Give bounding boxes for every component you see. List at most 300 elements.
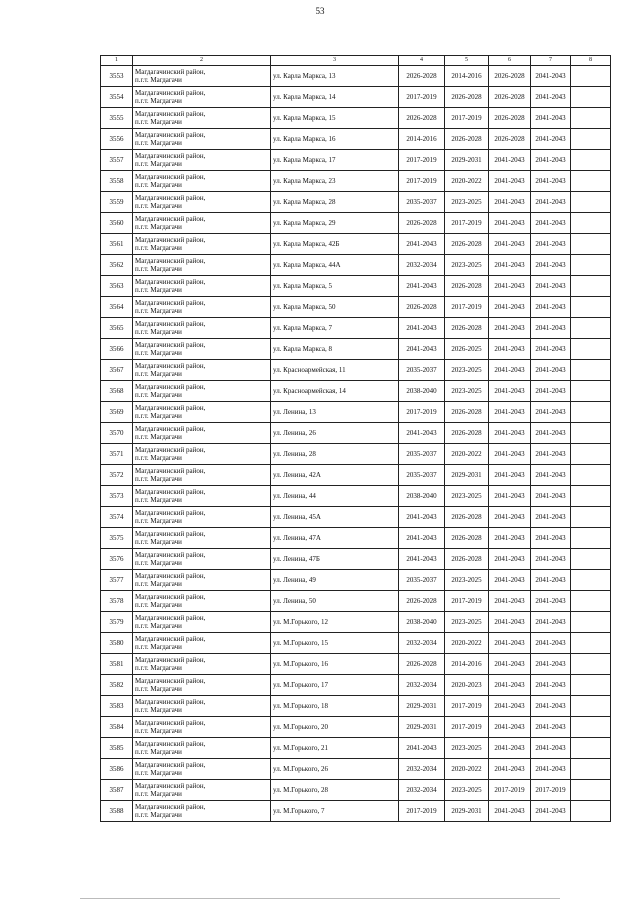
- period-col-6: 2017-2019: [489, 780, 531, 801]
- period-col-5: 2023-2025: [445, 612, 489, 633]
- district-cell: Магдагачинский район, п.г.т. Магдагачи: [133, 381, 271, 402]
- empty-col-8: [571, 465, 611, 486]
- address-cell: ул. Карла Маркса, 7: [271, 318, 399, 339]
- district-cell: Магдагачинский район, п.г.т. Магдагачи: [133, 402, 271, 423]
- empty-col-8: [571, 234, 611, 255]
- header-col-3: 3: [271, 56, 399, 66]
- table-row: [101, 465, 611, 486]
- period-col-5: 2026-2028: [445, 423, 489, 444]
- period-col-4: 2026-2028: [399, 108, 445, 129]
- row-number: 3566: [101, 339, 133, 360]
- period-col-7: 2041-2043: [531, 213, 571, 234]
- period-col-7: 2041-2043: [531, 654, 571, 675]
- empty-col-8: [571, 423, 611, 444]
- district-cell: Магдагачинский район, п.г.т. Магдагачи: [133, 654, 271, 675]
- district-cell: Магдагачинский район, п.г.т. Магдагачи: [133, 759, 271, 780]
- empty-col-8: [571, 486, 611, 507]
- period-col-7: 2041-2043: [531, 444, 571, 465]
- period-col-7: 2041-2043: [531, 150, 571, 171]
- period-col-7: 2041-2043: [531, 717, 571, 738]
- table-row: [101, 717, 611, 738]
- table-row: [101, 150, 611, 171]
- empty-col-8: [571, 360, 611, 381]
- empty-col-8: [571, 276, 611, 297]
- row-number: 3553: [101, 66, 133, 87]
- period-col-7: 2041-2043: [531, 570, 571, 591]
- address-cell: ул. Карла Маркса, 28: [271, 192, 399, 213]
- period-col-4: 2041-2043: [399, 507, 445, 528]
- period-col-5: 2026-2028: [445, 549, 489, 570]
- district-cell: Магдагачинский район, п.г.т. Магдагачи: [133, 591, 271, 612]
- district-cell: Магдагачинский район, п.г.т. Магдагачи: [133, 738, 271, 759]
- period-col-7: 2041-2043: [531, 276, 571, 297]
- period-col-6: 2041-2043: [489, 360, 531, 381]
- empty-col-8: [571, 381, 611, 402]
- period-col-7: 2041-2043: [531, 171, 571, 192]
- page-bottom-edge: [80, 898, 560, 899]
- district-cell: Магдагачинский район, п.г.т. Магдагачи: [133, 360, 271, 381]
- table-row: [101, 528, 611, 549]
- address-cell: ул. Карла Маркса, 44А: [271, 255, 399, 276]
- empty-col-8: [571, 696, 611, 717]
- district-cell: Магдагачинский район, п.г.т. Магдагачи: [133, 234, 271, 255]
- period-col-6: 2041-2043: [489, 591, 531, 612]
- period-col-7: 2041-2043: [531, 738, 571, 759]
- district-cell: Магдагачинский район, п.г.т. Магдагачи: [133, 465, 271, 486]
- period-col-7: 2041-2043: [531, 87, 571, 108]
- district-cell: Магдагачинский район, п.г.т. Магдагачи: [133, 717, 271, 738]
- period-col-4: 2041-2043: [399, 423, 445, 444]
- row-number: 3586: [101, 759, 133, 780]
- row-number: 3560: [101, 213, 133, 234]
- period-col-4: 2038-2040: [399, 381, 445, 402]
- period-col-7: 2041-2043: [531, 192, 571, 213]
- row-number: 3581: [101, 654, 133, 675]
- period-col-5: 2026-2028: [445, 528, 489, 549]
- address-cell: ул. Ленина, 13: [271, 402, 399, 423]
- period-col-5: 2020-2022: [445, 444, 489, 465]
- empty-col-8: [571, 213, 611, 234]
- row-number: 3563: [101, 276, 133, 297]
- district-cell: Магдагачинский район, п.г.т. Магдагачи: [133, 423, 271, 444]
- row-number: 3572: [101, 465, 133, 486]
- period-col-6: 2041-2043: [489, 528, 531, 549]
- period-col-4: 2017-2019: [399, 402, 445, 423]
- period-col-5: 2014-2016: [445, 654, 489, 675]
- period-col-5: 2017-2019: [445, 297, 489, 318]
- period-col-7: 2041-2043: [531, 318, 571, 339]
- period-col-6: 2041-2043: [489, 234, 531, 255]
- empty-col-8: [571, 150, 611, 171]
- address-cell: ул. Карла Маркса, 17: [271, 150, 399, 171]
- district-cell: Магдагачинский район, п.г.т. Магдагачи: [133, 297, 271, 318]
- table-row: [101, 696, 611, 717]
- table-header-row: [101, 56, 611, 66]
- table-row: [101, 780, 611, 801]
- district-cell: Магдагачинский район, п.г.т. Магдагачи: [133, 444, 271, 465]
- address-cell: ул. Ленина, 49: [271, 570, 399, 591]
- address-cell: ул. Красноармейская, 11: [271, 360, 399, 381]
- period-col-6: 2041-2043: [489, 402, 531, 423]
- address-cell: ул. Карла Маркса, 15: [271, 108, 399, 129]
- period-col-6: 2041-2043: [489, 738, 531, 759]
- row-number: 3575: [101, 528, 133, 549]
- period-col-7: 2041-2043: [531, 297, 571, 318]
- address-cell: ул. Карла Маркса, 42Б: [271, 234, 399, 255]
- empty-col-8: [571, 507, 611, 528]
- address-cell: ул. Карла Маркса, 50: [271, 297, 399, 318]
- period-col-4: 2032-2034: [399, 633, 445, 654]
- row-number: 3569: [101, 402, 133, 423]
- row-number: 3580: [101, 633, 133, 654]
- row-number: 3571: [101, 444, 133, 465]
- empty-col-8: [571, 549, 611, 570]
- district-cell: Магдагачинский район, п.г.т. Магдагачи: [133, 528, 271, 549]
- period-col-5: 2026-2025: [445, 339, 489, 360]
- period-col-7: 2041-2043: [531, 633, 571, 654]
- table-row: [101, 801, 611, 822]
- period-col-7: 2041-2043: [531, 234, 571, 255]
- period-col-6: 2041-2043: [489, 381, 531, 402]
- district-cell: Магдагачинский район, п.г.т. Магдагачи: [133, 339, 271, 360]
- table-row: [101, 108, 611, 129]
- address-cell: ул. М.Горького, 26: [271, 759, 399, 780]
- period-col-5: 2026-2028: [445, 234, 489, 255]
- period-col-5: 2029-2031: [445, 150, 489, 171]
- period-col-7: 2041-2043: [531, 129, 571, 150]
- period-col-6: 2041-2043: [489, 717, 531, 738]
- period-col-5: 2029-2031: [445, 801, 489, 822]
- period-col-7: 2041-2043: [531, 423, 571, 444]
- period-col-5: 2026-2028: [445, 402, 489, 423]
- table-row: [101, 234, 611, 255]
- period-col-6: 2041-2043: [489, 213, 531, 234]
- period-col-6: 2041-2043: [489, 276, 531, 297]
- period-col-7: 2041-2043: [531, 528, 571, 549]
- period-col-7: 2041-2043: [531, 507, 571, 528]
- empty-col-8: [571, 528, 611, 549]
- period-col-4: 2026-2028: [399, 654, 445, 675]
- address-cell: ул. М.Горького, 16: [271, 654, 399, 675]
- empty-col-8: [571, 759, 611, 780]
- table-row: [101, 570, 611, 591]
- period-col-6: 2041-2043: [489, 339, 531, 360]
- empty-col-8: [571, 612, 611, 633]
- period-col-4: 2035-2037: [399, 192, 445, 213]
- period-col-5: 2029-2031: [445, 465, 489, 486]
- period-col-7: 2041-2043: [531, 66, 571, 87]
- period-col-6: 2041-2043: [489, 696, 531, 717]
- address-cell: ул. М.Горького, 7: [271, 801, 399, 822]
- period-col-6: 2041-2043: [489, 444, 531, 465]
- row-number: 3576: [101, 549, 133, 570]
- row-number: 3558: [101, 171, 133, 192]
- period-col-4: 2014-2016: [399, 129, 445, 150]
- table-row: [101, 675, 611, 696]
- row-number: 3573: [101, 486, 133, 507]
- district-cell: Магдагачинский район, п.г.т. Магдагачи: [133, 150, 271, 171]
- district-cell: Магдагачинский район, п.г.т. Магдагачи: [133, 486, 271, 507]
- district-cell: Магдагачинский район, п.г.т. Магдагачи: [133, 66, 271, 87]
- row-number: 3588: [101, 801, 133, 822]
- address-cell: ул. Ленина, 47А: [271, 528, 399, 549]
- table-row: [101, 402, 611, 423]
- district-cell: Магдагачинский район, п.г.т. Магдагачи: [133, 255, 271, 276]
- address-cell: ул. М.Горького, 17: [271, 675, 399, 696]
- period-col-5: 2017-2019: [445, 696, 489, 717]
- period-col-5: 2026-2028: [445, 318, 489, 339]
- period-col-4: 2029-2031: [399, 717, 445, 738]
- period-col-6: 2041-2043: [489, 654, 531, 675]
- period-col-7: 2041-2043: [531, 339, 571, 360]
- housing-repair-table: [100, 55, 611, 822]
- empty-col-8: [571, 801, 611, 822]
- district-cell: Магдагачинский район, п.г.т. Магдагачи: [133, 801, 271, 822]
- period-col-5: 2020-2023: [445, 675, 489, 696]
- period-col-4: 2032-2034: [399, 255, 445, 276]
- period-col-6: 2041-2043: [489, 297, 531, 318]
- row-number: 3561: [101, 234, 133, 255]
- period-col-6: 2041-2043: [489, 633, 531, 654]
- period-col-6: 2041-2043: [489, 549, 531, 570]
- header-col-1: 1: [101, 56, 133, 66]
- district-cell: Магдагачинский район, п.г.т. Магдагачи: [133, 780, 271, 801]
- period-col-4: 2029-2031: [399, 696, 445, 717]
- address-cell: ул. М.Горького, 12: [271, 612, 399, 633]
- period-col-5: 2023-2025: [445, 192, 489, 213]
- period-col-7: 2041-2043: [531, 549, 571, 570]
- district-cell: Магдагачинский район, п.г.т. Магдагачи: [133, 570, 271, 591]
- table-row: [101, 738, 611, 759]
- empty-col-8: [571, 717, 611, 738]
- district-cell: Магдагачинский район, п.г.т. Магдагачи: [133, 507, 271, 528]
- period-col-7: 2041-2043: [531, 591, 571, 612]
- table-row: [101, 612, 611, 633]
- row-number: 3567: [101, 360, 133, 381]
- district-cell: Магдагачинский район, п.г.т. Магдагачи: [133, 213, 271, 234]
- period-col-5: 2023-2025: [445, 381, 489, 402]
- period-col-6: 2026-2028: [489, 129, 531, 150]
- empty-col-8: [571, 66, 611, 87]
- empty-col-8: [571, 87, 611, 108]
- period-col-7: 2041-2043: [531, 108, 571, 129]
- row-number: 3584: [101, 717, 133, 738]
- period-col-4: 2041-2043: [399, 318, 445, 339]
- header-col-2: 2: [133, 56, 271, 66]
- address-cell: ул. Карла Маркса, 13: [271, 66, 399, 87]
- period-col-4: 2041-2043: [399, 738, 445, 759]
- address-cell: ул. М.Горького, 28: [271, 780, 399, 801]
- period-col-5: 2023-2025: [445, 255, 489, 276]
- period-col-5: 2017-2019: [445, 717, 489, 738]
- row-number: 3559: [101, 192, 133, 213]
- row-number: 3557: [101, 150, 133, 171]
- table-row: [101, 129, 611, 150]
- empty-col-8: [571, 192, 611, 213]
- period-col-5: 2023-2025: [445, 360, 489, 381]
- address-cell: ул. Ленина, 28: [271, 444, 399, 465]
- address-cell: ул. Карла Маркса, 14: [271, 87, 399, 108]
- empty-col-8: [571, 129, 611, 150]
- district-cell: Магдагачинский район, п.г.т. Магдагачи: [133, 696, 271, 717]
- address-cell: ул. Ленина, 45А: [271, 507, 399, 528]
- row-number: 3582: [101, 675, 133, 696]
- district-cell: Магдагачинский район, п.г.т. Магдагачи: [133, 549, 271, 570]
- address-cell: ул. М.Горького, 21: [271, 738, 399, 759]
- empty-col-8: [571, 402, 611, 423]
- table-row: [101, 654, 611, 675]
- row-number: 3579: [101, 612, 133, 633]
- period-col-4: 2017-2019: [399, 150, 445, 171]
- address-cell: ул. Карла Маркса, 23: [271, 171, 399, 192]
- table-row: [101, 192, 611, 213]
- period-col-4: 2026-2028: [399, 297, 445, 318]
- address-cell: ул. Ленина, 47Б: [271, 549, 399, 570]
- table-row: [101, 507, 611, 528]
- row-number: 3562: [101, 255, 133, 276]
- address-cell: ул. Ленина, 42А: [271, 465, 399, 486]
- table-row: [101, 633, 611, 654]
- period-col-6: 2041-2043: [489, 192, 531, 213]
- table-row: [101, 549, 611, 570]
- district-cell: Магдагачинский район, п.г.т. Магдагачи: [133, 171, 271, 192]
- period-col-4: 2035-2037: [399, 360, 445, 381]
- district-cell: Магдагачинский район, п.г.т. Магдагачи: [133, 675, 271, 696]
- address-cell: ул. М.Горького, 20: [271, 717, 399, 738]
- address-cell: ул. М.Горького, 18: [271, 696, 399, 717]
- table-row: [101, 66, 611, 87]
- period-col-4: 2026-2028: [399, 591, 445, 612]
- empty-col-8: [571, 255, 611, 276]
- row-number: 3554: [101, 87, 133, 108]
- period-col-5: 2023-2025: [445, 738, 489, 759]
- period-col-4: 2017-2019: [399, 171, 445, 192]
- period-col-5: 2026-2028: [445, 276, 489, 297]
- period-col-4: 2038-2040: [399, 486, 445, 507]
- period-col-7: 2041-2043: [531, 759, 571, 780]
- period-col-7: 2041-2043: [531, 381, 571, 402]
- district-cell: Магдагачинский район, п.г.т. Магдагачи: [133, 276, 271, 297]
- district-cell: Магдагачинский район, п.г.т. Магдагачи: [133, 612, 271, 633]
- period-col-5: 2014-2016: [445, 66, 489, 87]
- period-col-6: 2026-2028: [489, 108, 531, 129]
- period-col-5: 2020-2022: [445, 759, 489, 780]
- district-cell: Магдагачинский район, п.г.т. Магдагачи: [133, 108, 271, 129]
- period-col-5: 2026-2028: [445, 87, 489, 108]
- period-col-7: 2041-2043: [531, 675, 571, 696]
- empty-col-8: [571, 633, 611, 654]
- table-row: [101, 339, 611, 360]
- period-col-7: 2041-2043: [531, 465, 571, 486]
- empty-col-8: [571, 444, 611, 465]
- table-row: [101, 591, 611, 612]
- row-number: 3585: [101, 738, 133, 759]
- period-col-7: 2041-2043: [531, 696, 571, 717]
- empty-col-8: [571, 108, 611, 129]
- table-row: [101, 423, 611, 444]
- address-cell: ул. Ленина, 26: [271, 423, 399, 444]
- period-col-7: 2041-2043: [531, 612, 571, 633]
- row-number: 3568: [101, 381, 133, 402]
- table-row: [101, 444, 611, 465]
- period-col-4: 2026-2028: [399, 66, 445, 87]
- table-row: [101, 381, 611, 402]
- period-col-5: 2023-2025: [445, 486, 489, 507]
- period-col-5: 2026-2028: [445, 129, 489, 150]
- address-cell: ул. Красноармейская, 14: [271, 381, 399, 402]
- table-row: [101, 213, 611, 234]
- empty-col-8: [571, 591, 611, 612]
- period-col-6: 2041-2043: [489, 465, 531, 486]
- period-col-6: 2041-2043: [489, 150, 531, 171]
- district-cell: Магдагачинский район, п.г.т. Магдагачи: [133, 633, 271, 654]
- district-cell: Магдагачинский район, п.г.т. Магдагачи: [133, 129, 271, 150]
- period-col-7: 2041-2043: [531, 486, 571, 507]
- period-col-4: 2032-2034: [399, 759, 445, 780]
- period-col-4: 2026-2028: [399, 213, 445, 234]
- period-col-5: 2017-2019: [445, 213, 489, 234]
- empty-col-8: [571, 780, 611, 801]
- period-col-4: 2041-2043: [399, 234, 445, 255]
- table-row: [101, 759, 611, 780]
- empty-col-8: [571, 570, 611, 591]
- period-col-5: 2023-2025: [445, 570, 489, 591]
- address-cell: ул. Ленина, 44: [271, 486, 399, 507]
- table-row: [101, 171, 611, 192]
- row-number: 3556: [101, 129, 133, 150]
- district-cell: Магдагачинский район, п.г.т. Магдагачи: [133, 192, 271, 213]
- empty-col-8: [571, 171, 611, 192]
- period-col-4: 2035-2037: [399, 570, 445, 591]
- period-col-5: 2020-2022: [445, 171, 489, 192]
- period-col-6: 2041-2043: [489, 423, 531, 444]
- address-cell: ул. М.Горького, 15: [271, 633, 399, 654]
- period-col-5: 2026-2028: [445, 507, 489, 528]
- period-col-4: 2041-2043: [399, 339, 445, 360]
- empty-col-8: [571, 654, 611, 675]
- address-cell: ул. Карла Маркса, 29: [271, 213, 399, 234]
- header-col-5: 5: [445, 56, 489, 66]
- period-col-4: 2041-2043: [399, 549, 445, 570]
- period-col-6: 2041-2043: [489, 255, 531, 276]
- period-col-4: 2035-2037: [399, 444, 445, 465]
- period-col-6: 2041-2043: [489, 675, 531, 696]
- district-cell: Магдагачинский район, п.г.т. Магдагачи: [133, 87, 271, 108]
- period-col-6: 2026-2028: [489, 66, 531, 87]
- header-col-4: 4: [399, 56, 445, 66]
- row-number: 3577: [101, 570, 133, 591]
- period-col-4: 2038-2040: [399, 612, 445, 633]
- row-number: 3574: [101, 507, 133, 528]
- table-row: [101, 486, 611, 507]
- header-col-6: 6: [489, 56, 531, 66]
- period-col-4: 2032-2034: [399, 675, 445, 696]
- period-col-5: 2017-2019: [445, 591, 489, 612]
- period-col-4: 2032-2034: [399, 780, 445, 801]
- header-col-7: 7: [531, 56, 571, 66]
- period-col-4: 2041-2043: [399, 276, 445, 297]
- table-row: [101, 255, 611, 276]
- period-col-5: 2017-2019: [445, 108, 489, 129]
- period-col-6: 2041-2043: [489, 507, 531, 528]
- period-col-4: 2035-2037: [399, 465, 445, 486]
- header-col-8: 8: [571, 56, 611, 66]
- period-col-7: 2041-2043: [531, 402, 571, 423]
- period-col-4: 2041-2043: [399, 528, 445, 549]
- row-number: 3578: [101, 591, 133, 612]
- period-col-6: 2041-2043: [489, 171, 531, 192]
- row-number: 3570: [101, 423, 133, 444]
